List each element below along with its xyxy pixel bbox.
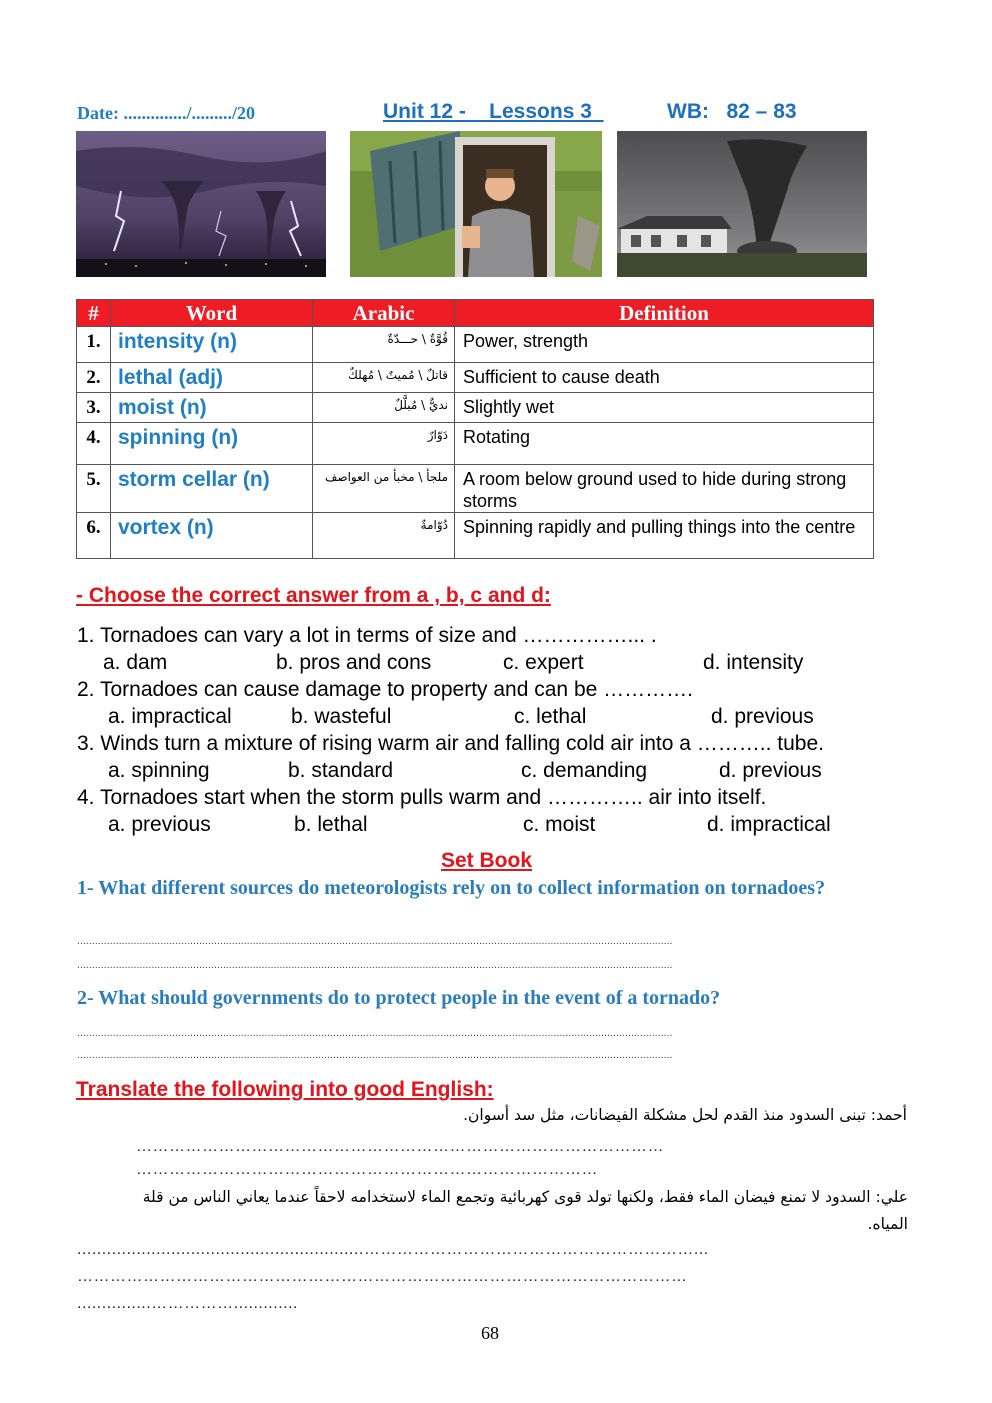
col-header-definition: Definition — [455, 300, 874, 327]
row-arabic: ملجأ \ مخبأ من العواصف — [313, 465, 455, 513]
question-3: 3. Winds turn a mixture of rising warm air and falling cold air into a ……….. tube. — [77, 732, 824, 755]
arabic-paragraph-2: علي: السدود لا تمنع فيضان الماء فقط، ولكنها تولد قوى كهربائية وتجمع الماء لاستخدامه لاحقاً عندما يعاني الناس من قلة المياه. — [142, 1188, 908, 1233]
row-arabic: دَوّارٌ — [313, 423, 455, 465]
question-1: 1. Tornadoes can vary a lot in terms of size and ……………... . — [77, 624, 657, 647]
table-row — [77, 363, 874, 393]
q3-option-a[interactable]: a. spinning — [108, 759, 210, 782]
q4-option-b[interactable]: b. lethal — [294, 813, 368, 836]
translation-line[interactable]: ………………………………………………………………………………………………… — [77, 1268, 688, 1285]
workbook-pages: WB: 82 – 83 — [667, 100, 797, 123]
row-word: lethal (adj) — [111, 363, 313, 393]
table-header-row — [77, 300, 874, 327]
tornadoes-lightning-photo — [76, 131, 326, 277]
answer-line[interactable]: ........................................................................................................................................................................................................ — [77, 960, 673, 971]
answer-line[interactable]: ........................................................................................................................................................................................................ — [77, 1028, 673, 1039]
setbook-question-1: 1- What different sources do meteorologists rely on to collect information on tornadoes? — [77, 877, 826, 899]
q2-option-d[interactable]: d. previous — [711, 705, 814, 728]
q2-option-b[interactable]: b. wasteful — [291, 705, 392, 728]
translation-line[interactable]: ...............……………............. — [77, 1295, 298, 1312]
table-row — [77, 423, 874, 465]
row-word: storm cellar (n) — [111, 465, 313, 513]
q4-option-d[interactable]: d. impractical — [707, 813, 831, 836]
row-definition: A room below ground used to hide during strong storms — [455, 465, 874, 513]
translation-line[interactable]: ………………………………………………………………………… — [136, 1161, 598, 1178]
row-arabic: قُوَّةٌ \ حـــدّةٌ — [313, 327, 455, 363]
q3-option-d[interactable]: d. previous — [719, 759, 822, 782]
tornado-house-photo — [617, 131, 867, 277]
q4-option-a[interactable]: a. previous — [108, 813, 211, 836]
q2-option-a[interactable]: a. impractical — [108, 705, 232, 728]
table-row — [77, 513, 874, 559]
arabic-paragraph-1: أحمد: تبنى السدود منذ القدم لحل مشكلة الفيضانات، مثل سد أسوان. — [463, 1106, 907, 1124]
row-number: 2. — [77, 363, 111, 393]
q3-option-b[interactable]: b. standard — [288, 759, 394, 782]
date-line: Date: ............../........./20 — [77, 103, 255, 123]
question-4: 4. Tornadoes start when the storm pulls warm and ………….. air into itself. — [77, 786, 767, 809]
row-word: vortex (n) — [111, 513, 313, 559]
q1-option-a[interactable]: a. dam — [103, 651, 168, 674]
row-definition: Slightly wet — [455, 393, 874, 423]
mcq-instruction: - Choose the correct answer from a , b, c and d: — [76, 584, 551, 607]
page-number: 68 — [481, 1323, 499, 1343]
translation-line[interactable]: ..........................................................……………………………………………………... — [77, 1241, 709, 1258]
unit-title: Unit 12 - Lessons 3 — [383, 100, 604, 123]
row-number: 4. — [77, 423, 111, 465]
vocabulary-table — [76, 299, 874, 559]
table-row — [77, 393, 874, 423]
answer-line[interactable]: ........................................................................................................................................................................................................ — [77, 1050, 673, 1061]
table-row — [77, 327, 874, 363]
row-number: 6. — [77, 513, 111, 559]
row-number: 1. — [77, 327, 111, 363]
setbook-question-2: 2- What should governments do to protect people in the event of a tornado? — [77, 987, 721, 1009]
q1-option-b[interactable]: b. pros and cons — [276, 651, 432, 674]
row-number: 5. — [77, 465, 111, 513]
row-definition: Power, strength — [455, 327, 874, 363]
answer-line[interactable]: ........................................................................................................................................................................................................ — [77, 936, 673, 947]
q1-option-c[interactable]: c. expert — [503, 651, 584, 674]
table-row — [77, 465, 874, 513]
col-header-arabic: Arabic — [313, 300, 455, 327]
row-definition: Sufficient to cause death — [455, 363, 874, 393]
col-header-word: Word — [111, 300, 313, 327]
set-book-title: Set Book — [441, 849, 533, 872]
row-arabic: قاتلٌ \ مُميتٌ \ مُهلكٌ — [313, 363, 455, 393]
translate-title: Translate the following into good English: — [76, 1078, 494, 1101]
q2-option-c[interactable]: c. lethal — [514, 705, 587, 728]
translation-line[interactable]: …………………………………………………………………………………… — [136, 1138, 664, 1155]
row-word: moist (n) — [111, 393, 313, 423]
question-2: 2. Tornadoes can cause damage to property and can be …………. — [77, 678, 693, 701]
row-word: spinning (n) — [111, 423, 313, 465]
row-arabic: دُوّامةٌ — [313, 513, 455, 559]
row-word: intensity (n) — [111, 327, 313, 363]
row-arabic: نديٌّ \ مُبلَّلٌ — [313, 393, 455, 423]
row-definition: Rotating — [455, 423, 874, 465]
row-definition: Spinning rapidly and pulling things into the centre — [455, 513, 874, 559]
storm-cellar-man-photo — [350, 131, 602, 277]
col-header-number: # — [77, 300, 111, 327]
q4-option-c[interactable]: c. moist — [523, 813, 596, 836]
q3-option-c[interactable]: c. demanding — [521, 759, 648, 782]
row-number: 3. — [77, 393, 111, 423]
q1-option-d[interactable]: d. intensity — [703, 651, 804, 674]
